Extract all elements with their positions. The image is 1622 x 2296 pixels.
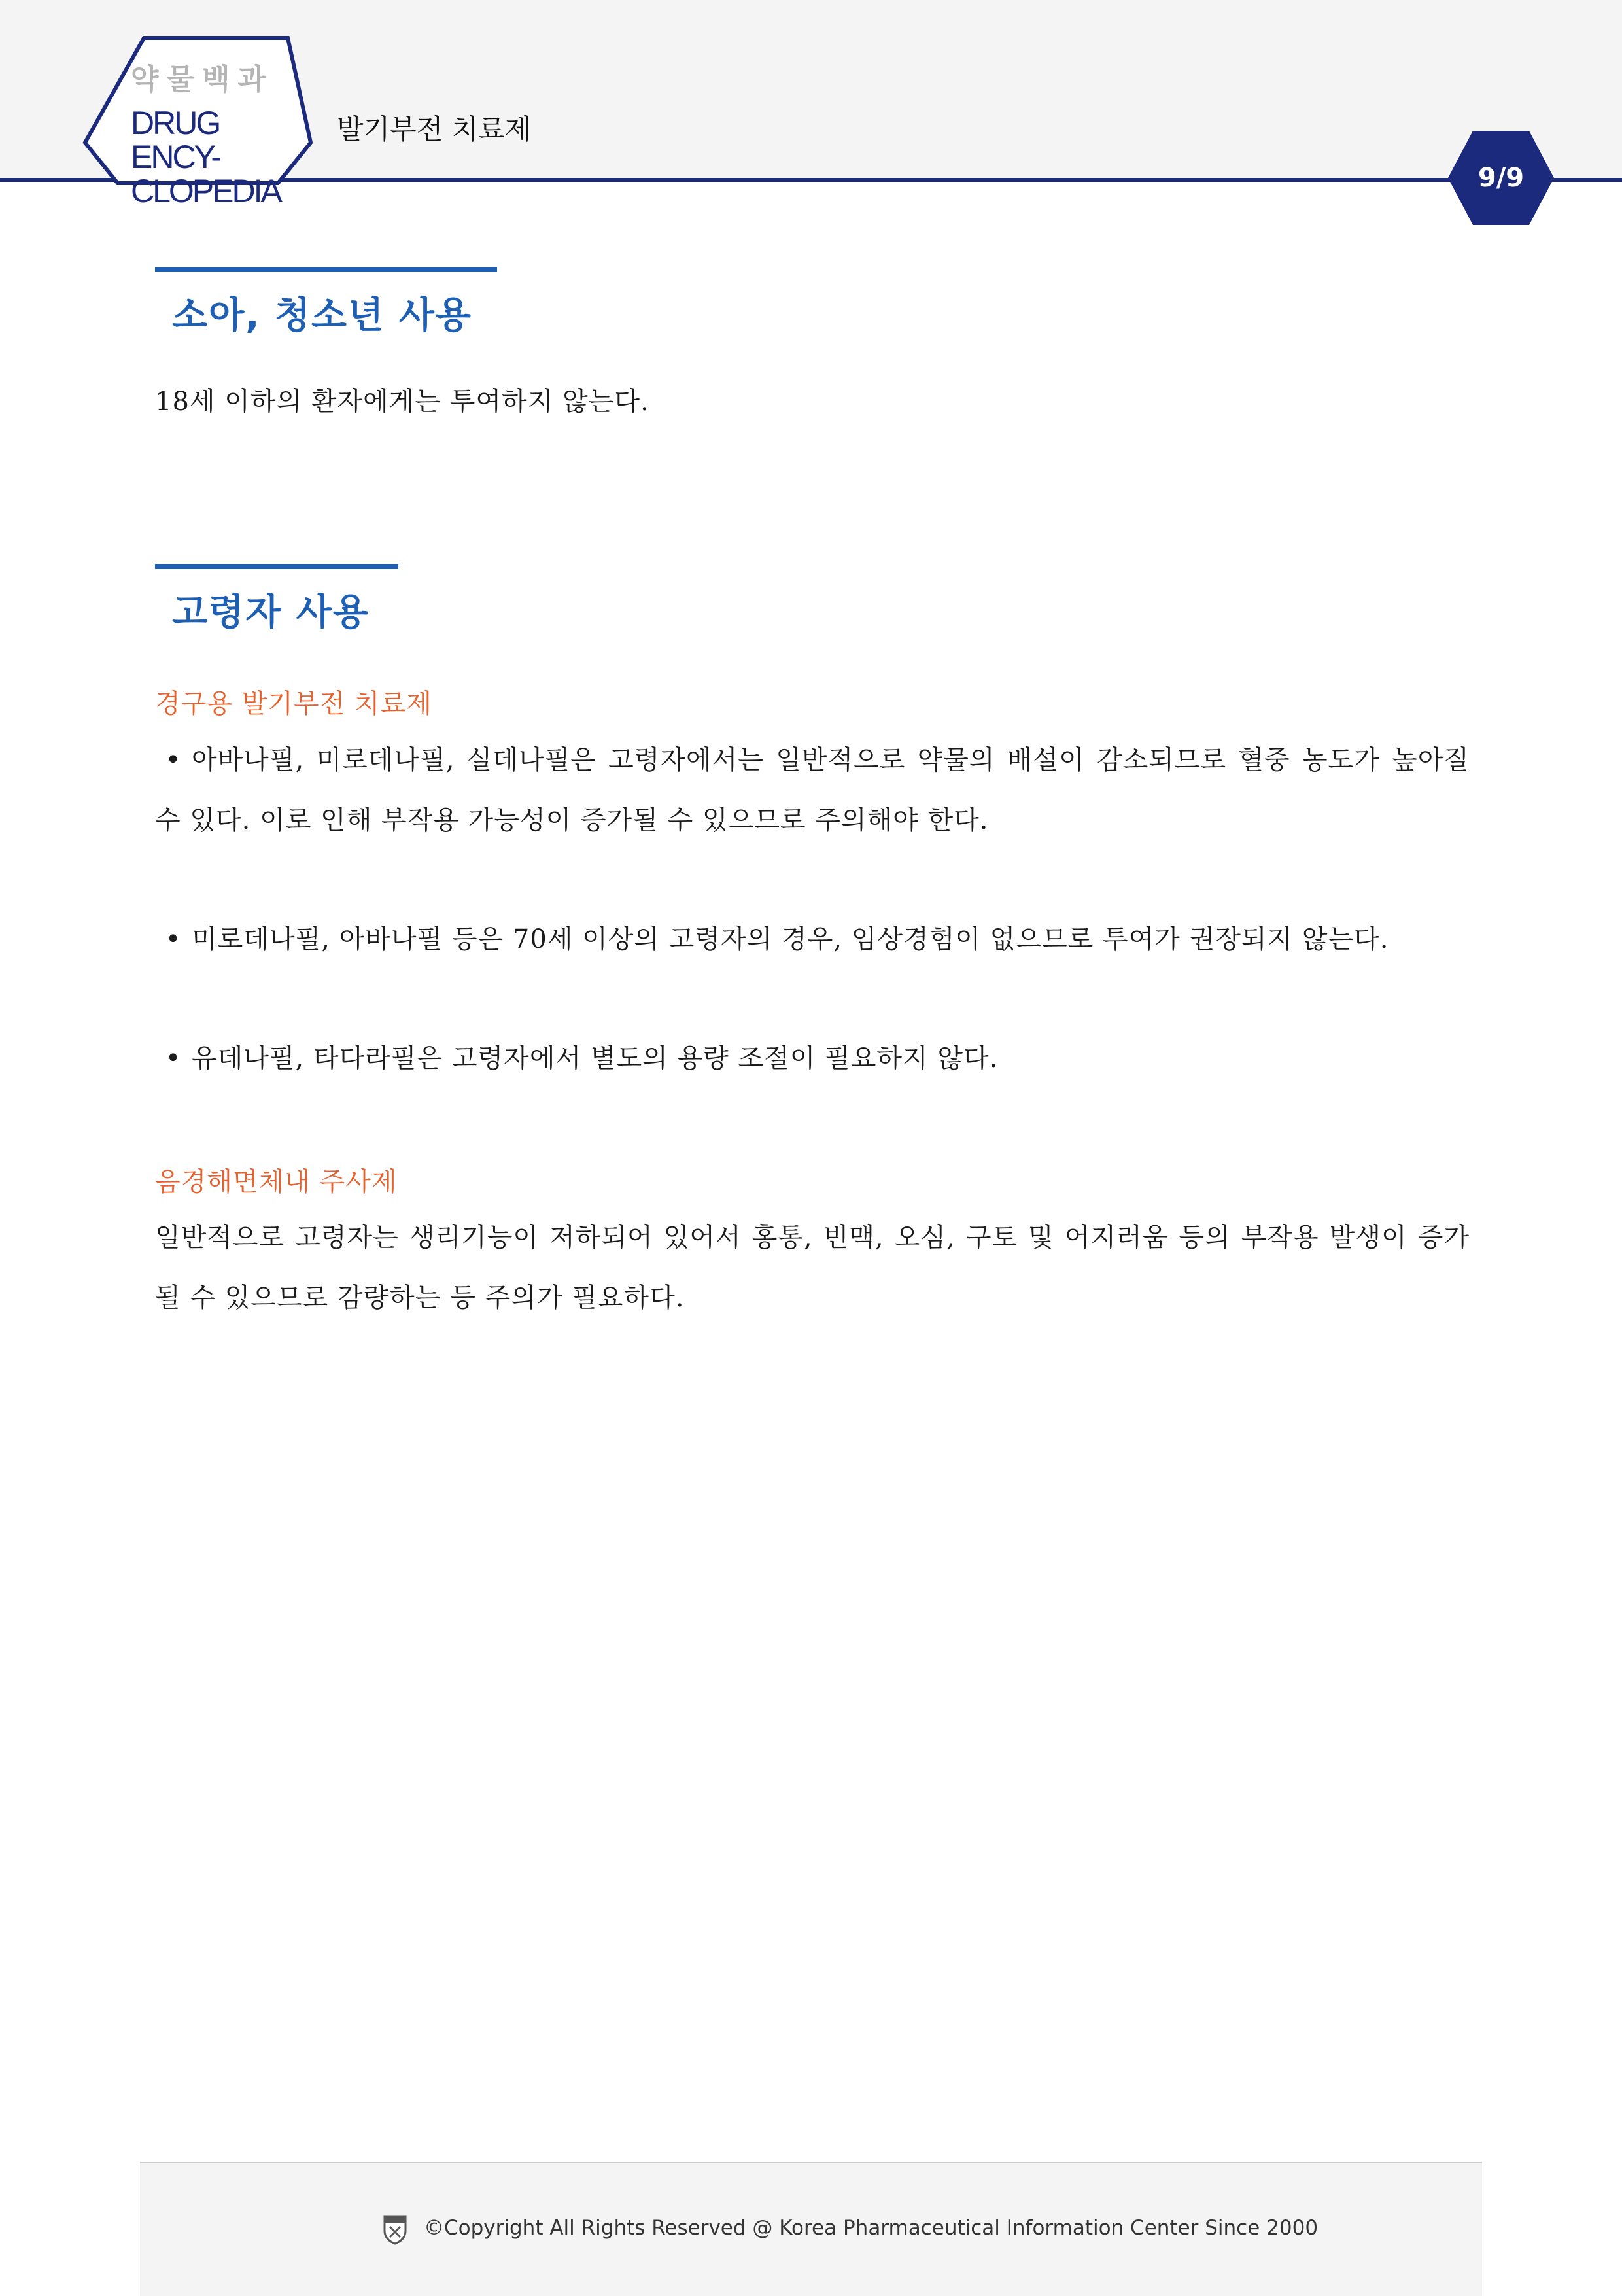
bullet-text: 아바나필, 미로데나필, 실데나필은 고령자에서는 일반적으로 약물의 배설이 감소되므로 혈중 농도가 높아질 수 있다. 이로 인해 부작용 가능성이 증가될 수 있으므로 주의해야 한다. — [155, 745, 1470, 835]
section-bar-elderly — [155, 564, 398, 569]
document-title: 발기부전 치료제 — [337, 113, 532, 145]
page-indicator: 9/9 — [1477, 163, 1525, 193]
logo-english-line2: CLOPEDIA — [131, 173, 281, 209]
pediatric-body: 18세 이하의 환자에게는 투여하지 않는다. — [155, 387, 649, 417]
subhead-injection: 음경해면체내 주사제 — [155, 1167, 398, 1197]
section-title-elderly: 고령자 사용 — [172, 591, 370, 634]
bullet-icon: • — [165, 1043, 182, 1073]
bullet-icon: • — [165, 924, 182, 954]
crest-icon — [382, 2214, 408, 2245]
bullet-text: 유데나필, 타다라필은 고령자에서 별도의 용량 조절이 필요하지 않다. — [192, 1043, 999, 1073]
injection-body: 일반적으로 고령자는 생리기능이 저하되어 있어서 홍통, 빈맥, 오심, 구토 및 어지러움 등의 부작용 발생이 증가될 수 있으므로 감량하는 등 주의가 필요하다. — [155, 1223, 1470, 1313]
footer-copyright: ©Copyright All Rights Reserved @ Korea Pharmaceutical Information Center Since 2000 — [424, 2216, 1319, 2240]
logo-english-text — [131, 106, 301, 208]
list-item — [155, 1028, 1470, 1088]
section-bar-pediatric — [155, 267, 497, 272]
subhead-oral: 경구용 발기부전 치료제 — [155, 689, 432, 719]
logo-english-line1: DRUG ENCY- — [131, 105, 220, 175]
bullet-text: 미로데나필, 아바나필 등은 70세 이상의 고령자의 경우, 임상경험이 없으므로 투여가 권장되지 않는다. — [192, 924, 1389, 954]
section-title-pediatric: 소아, 청소년 사용 — [172, 294, 472, 337]
bullet-icon: • — [165, 745, 182, 775]
list-item — [155, 730, 1470, 850]
list-item — [155, 909, 1470, 969]
logo-korean-text: 약물백과 — [131, 63, 274, 96]
